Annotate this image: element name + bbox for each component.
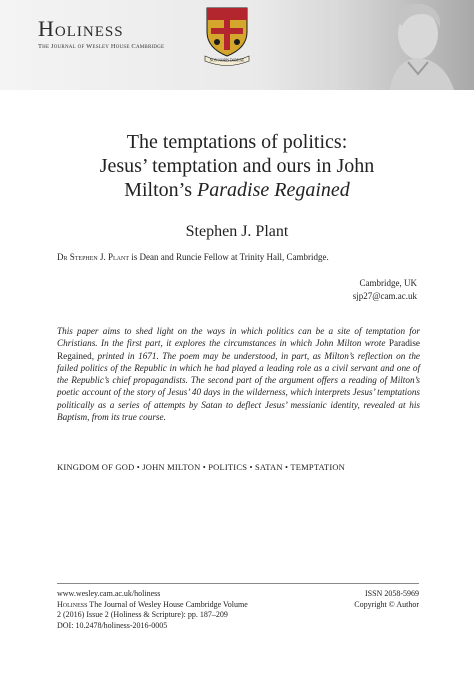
article-title xyxy=(40,130,434,202)
wesley-bust-image xyxy=(330,0,474,90)
author-affiliation xyxy=(57,252,437,262)
footer-divider xyxy=(57,583,419,584)
crest-motto: NON NOBIS DOMINE xyxy=(209,58,245,63)
footer-citation xyxy=(57,589,322,631)
abstract-part-2: , printed in 1671. The poem may be understood, in part, as Milton’s reflection on the failed politics of the Republic in which he had played a leading role as a civil servant and one of the Republic’s chief propagandists. The second part of the argument offers a reading of Milton’s poetic account of the story of Jesus’ 40 days in the wilderness, which interprets Jesus’ temptations politically as a series of attempts by Satan to deflect Jesus’ messianic identity, revealed at his Baptism, from its true course. xyxy=(57,350,420,423)
title-line-2: Jesus’ temptation and ours in John xyxy=(99,155,375,177)
author-name: Stephen J. Plant xyxy=(185,223,289,240)
abstract-part-1: This paper aims to shed light on the ways in which politics can be a site of temptation for Christians. In the first part, it explores the circumstances in which John Milton wrote xyxy=(57,326,420,349)
journal-title: Holiness xyxy=(38,16,124,41)
affiliation-name: Dr Stephen J. Plant xyxy=(57,252,130,262)
footer-journal-name: Holiness xyxy=(57,599,88,609)
title-line-3-prefix: Milton’s xyxy=(124,179,198,201)
journal-subtitle: The Journal of Wesley House Cambridge xyxy=(38,43,165,50)
author-location: Cambridge, UK xyxy=(359,278,417,288)
title-work: Paradise Regained xyxy=(197,179,350,201)
journal-header xyxy=(0,0,474,90)
footer-doi[interactable]: DOI: 10.2478/holiness-2016-0005 xyxy=(57,620,168,630)
title-line-3 xyxy=(40,178,434,202)
affiliation-text: is Dean and Runcie Fellow at Trinity Hall, Cambridge. xyxy=(129,252,329,262)
author-email[interactable]: sjp27@cam.ac.uk xyxy=(352,291,417,301)
college-crest-icon xyxy=(203,6,251,66)
abstract-work: Paradise Regained xyxy=(57,338,420,361)
footer-issn-block xyxy=(354,589,419,610)
keywords: KINGDOM OF GOD • JOHN MILTON • POLITICS • SATAN • TEMPTATION xyxy=(57,462,346,472)
footer-copyright: Copyright © Author xyxy=(354,599,419,609)
footer-citation-line-2: 2 (2016) Issue 2 (Holiness & Scripture): pp. 187–209 xyxy=(57,610,228,619)
footer-issn: ISSN 2058-5969 xyxy=(364,589,419,598)
author-contact xyxy=(353,277,417,303)
abstract xyxy=(57,325,420,423)
footer-citation-text: The Journal of Wesley House Cambridge Volume xyxy=(87,599,248,609)
title-line-1: The temptations of politics: xyxy=(126,131,348,153)
footer-citation-line-1 xyxy=(57,600,322,611)
footer-url[interactable]: www.wesley.cam.ac.uk/holiness xyxy=(57,589,161,598)
